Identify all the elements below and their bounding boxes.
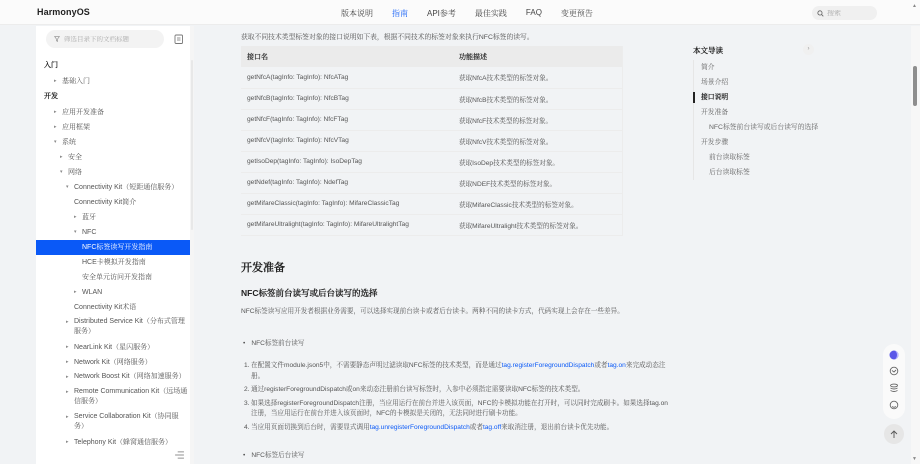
step-item: 1. 在配置文件module.json5中，不需要静态声明过滤读取NFC标签的技术类型，而是通过tag.registerForegroundDispatch或者tag.on来完成动态注册。: [244, 362, 666, 380]
sidebar-item-label: Connectivity Kit简介: [74, 199, 137, 206]
toc-item-dev-prep[interactable]: 开发准备: [701, 109, 729, 116]
scroll-down-arrow-icon[interactable]: ▼: [912, 456, 917, 462]
search-input[interactable]: [827, 10, 877, 17]
nav-best-practices[interactable]: 最佳实践: [474, 9, 507, 18]
search-box[interactable]: [812, 6, 877, 20]
sidebar-item-label: 系统: [62, 139, 76, 146]
link-tag-off[interactable]: tag.off: [482, 423, 502, 431]
sidebar-item[interactable]: [36, 210, 194, 225]
table-row: [241, 130, 623, 151]
sidebar-item-label: NFC: [82, 229, 97, 236]
page-scrollbar-thumb[interactable]: [913, 66, 917, 106]
toc-item-dev-steps[interactable]: 开发步骤: [701, 139, 729, 146]
arrow-up-icon: [890, 430, 898, 439]
sidebar-item-label: NFC标签读写开发指南: [82, 244, 153, 251]
link-register-foreground-dispatch[interactable]: tag.registerForegroundDispatch: [501, 362, 595, 369]
step-item: 2. 通过registerForegroundDispatch或on来动态注册前台读写标签时，入参中必须指定需要读取NFC标签的技术类型。: [244, 386, 585, 393]
main-content: [225, 26, 670, 464]
sidebar-item[interactable]: [36, 74, 194, 89]
sidebar: [36, 26, 194, 464]
sidebar-item[interactable]: [36, 165, 194, 180]
intro-text: 获取不同技术类型标签对象的接口说明如下表，根据不同技术的标签对象来执行NFC标签的读写。: [241, 34, 534, 41]
theme-icon[interactable]: [889, 350, 899, 360]
subsection-heading: NFC标签前台读写或后台读写的选择: [241, 288, 378, 298]
sidebar-item-label: WLAN: [82, 289, 103, 296]
chevron-down-icon[interactable]: ▾: [54, 139, 57, 145]
sidebar-item[interactable]: [36, 285, 194, 300]
sidebar-item-label: 开发: [44, 93, 58, 100]
sidebar-item[interactable]: [36, 135, 194, 150]
api-name-cell: getMifareClassic(tagInfo: TagInfo): MifareClassicTag: [241, 193, 453, 214]
sidebar-item[interactable]: [36, 270, 194, 285]
sidebar-item-label: Telephony Kit（蜂窝通信服务）: [74, 439, 173, 446]
sidebar-item-label: Service Collaboration Kit（协同服务）: [74, 413, 179, 430]
chevron-right-icon[interactable]: ▸: [66, 389, 69, 395]
chevron-right-icon[interactable]: ▸: [66, 359, 69, 365]
sidebar-item-label: 安全单元访问开发指南: [82, 274, 152, 281]
api-desc-cell: 获取MifareUltralight技术类型的标签对象。: [453, 214, 623, 235]
sidebar-item-label: Network Kit（网络服务）: [74, 359, 152, 366]
table-row: [241, 88, 623, 109]
document-collapse-icon[interactable]: [174, 34, 184, 44]
chevron-right-icon[interactable]: ▸: [66, 319, 69, 325]
link-tag-on[interactable]: tag.on: [607, 362, 626, 369]
sidebar-item[interactable]: [36, 435, 194, 450]
nav-api-reference[interactable]: API参考: [427, 9, 456, 18]
sidebar-item[interactable]: [36, 370, 194, 385]
toc-toggle-button[interactable]: ›: [803, 44, 814, 55]
sidebar-item-label: 网络: [68, 169, 82, 176]
api-desc-cell: 获取NfcB技术类型的标签对象。: [453, 88, 623, 109]
steps-list: [244, 361, 669, 436]
sidebar-item-label: 应用框架: [62, 124, 90, 131]
sidebar-item-label: HCE卡模拟开发指南: [82, 259, 146, 266]
filter-input[interactable]: [64, 36, 159, 43]
chevron-right-icon[interactable]: ▸: [74, 214, 77, 220]
api-desc-cell: 获取NfcV技术类型的标签对象。: [453, 130, 623, 151]
api-name-cell: getNfcB(tagInfo: TagInfo): NfcBTag: [241, 88, 453, 109]
api-name-cell: getIsoDep(tagInfo: TagInfo): IsoDepTag: [241, 151, 453, 172]
doc-tree: [36, 58, 194, 450]
bullet-background: • NFC标签后台读写: [243, 449, 304, 459]
chevron-down-icon[interactable]: ▾: [74, 229, 77, 235]
chevron-right-icon[interactable]: ▸: [54, 124, 57, 130]
sidebar-item-label: 基础入门: [62, 78, 90, 85]
toc-title: 本文导读: [693, 46, 723, 55]
main-nav: [341, 8, 612, 19]
sidebar-item[interactable]: [36, 120, 194, 135]
sidebar-item-label: 入门: [44, 62, 58, 69]
api-name-cell: getMifareUltralight(tagInfo: TagInfo): MifareUltralightTag: [241, 214, 453, 235]
chevron-right-icon[interactable]: ▸: [66, 344, 69, 350]
nav-faq[interactable]: FAQ: [525, 8, 542, 17]
sidebar-item-label: Connectivity Kit术语: [74, 304, 137, 311]
link-unregister-foreground-dispatch[interactable]: tag.unregisterForegroundDispatch: [369, 423, 470, 431]
table-row: [241, 214, 623, 235]
paragraph: NFC标签读写应用开发者根据业务需要，可以选择实现前台读卡或者后台读卡。两种不同的读卡方式，代码实现上会存在一些差异。: [241, 308, 624, 315]
chevron-right-icon[interactable]: ▸: [66, 414, 69, 420]
table-header-api-name: 接口名: [241, 46, 453, 67]
toc-item-fg-read[interactable]: 前台读取标签: [709, 154, 750, 161]
customer-service-icon[interactable]: [889, 400, 899, 410]
brand-logo[interactable]: HarmonyOS: [37, 7, 90, 17]
sidebar-item[interactable]: [36, 300, 194, 315]
sidebar-item[interactable]: [36, 385, 194, 410]
sidebar-item[interactable]: [36, 255, 194, 270]
sidebar-section-heading: [36, 89, 194, 105]
scroll-up-arrow-icon[interactable]: ▲: [912, 3, 917, 9]
filter-box[interactable]: [46, 30, 164, 48]
sidebar-item[interactable]: [36, 180, 194, 195]
table-row: [241, 172, 623, 193]
api-table: [241, 46, 623, 236]
sidebar-item-label: Distributed Service Kit（分布式管理服务）: [74, 318, 185, 335]
api-desc-cell: 获取NDEF技术类型的标签对象。: [453, 172, 623, 193]
nav-guides[interactable]: 指南: [392, 9, 408, 18]
sidebar-item[interactable]: [36, 340, 194, 355]
table-header-description: 功能描述: [453, 46, 623, 67]
api-name-cell: getNfcF(tagInfo: TagInfo): NfcFTag: [241, 109, 453, 130]
table-row: [241, 67, 623, 88]
chevron-right-icon[interactable]: ▸: [60, 154, 63, 160]
sidebar-item-label: NearLink Kit（星闪服务）: [74, 344, 155, 351]
chevron-right-icon[interactable]: ▸: [54, 78, 57, 84]
sidebar-item[interactable]: [36, 240, 194, 255]
bullet-foreground: • NFC标签前台读写: [243, 337, 304, 347]
layers-icon[interactable]: [889, 383, 899, 393]
sidebar-section-heading: [36, 58, 194, 74]
chevron-right-icon[interactable]: ▸: [74, 289, 77, 295]
search-icon: [817, 10, 824, 17]
api-desc-cell: 获取NfcF技术类型的标签对象。: [453, 109, 623, 130]
chevron-right-icon[interactable]: ▸: [66, 374, 69, 380]
toc-item-fg-bg-choice[interactable]: NFC标签前台读写或后台读写的选择: [709, 124, 819, 131]
sidebar-item-label: 安全: [68, 154, 82, 161]
chevron-right-icon[interactable]: ▸: [54, 109, 57, 115]
sidebar-scrollbar-thumb[interactable]: [191, 60, 193, 230]
filter-icon: [54, 36, 60, 42]
section-heading-dev-prep: 开发准备: [241, 262, 285, 274]
floating-toolbar: [883, 344, 905, 419]
toc-item-api[interactable]: 接口说明: [694, 90, 823, 105]
chevron-down-icon[interactable]: ▾: [66, 184, 69, 190]
step-item: 4. 当应用页面切换到后台时，需要显式调用tag.unregisterForegroundDispatch或者tag.off来取消注册，退出前台读卡优先功能。: [244, 423, 614, 431]
sidebar-item[interactable]: [36, 195, 194, 210]
api-desc-cell: 获取IsoDep技术类型的标签对象。: [453, 151, 623, 172]
sidebar-item[interactable]: [36, 315, 194, 340]
feedback-icon[interactable]: [889, 366, 899, 376]
nav-change-notice[interactable]: 变更预告: [560, 9, 593, 18]
back-to-top-button[interactable]: [884, 424, 904, 444]
toc-list: [693, 60, 823, 180]
sidebar-item[interactable]: [36, 225, 194, 240]
api-desc-cell: 获取MifareClassic技术类型的标签对象。: [453, 193, 623, 214]
chevron-right-icon[interactable]: ▸: [66, 439, 69, 445]
sidebar-item[interactable]: [36, 410, 194, 435]
api-name-cell: getNfcA(tagInfo: TagInfo): NfcATag: [241, 67, 453, 88]
nav-release-notes[interactable]: 版本说明: [341, 9, 373, 18]
sidebar-item[interactable]: [36, 355, 194, 370]
toc-item-intro[interactable]: 简介: [701, 64, 715, 71]
sidebar-item-label: Connectivity Kit（短距通信服务）: [74, 184, 179, 191]
sidebar-item[interactable]: [36, 105, 194, 120]
table-row: [241, 109, 623, 130]
sidebar-item-label: Remote Communication Kit（远场通信服务）: [74, 388, 188, 405]
sidebar-fade: [36, 450, 194, 464]
sidebar-item-label: 蓝牙: [82, 214, 96, 221]
table-row: [241, 151, 623, 172]
toc-item-scenarios[interactable]: 场景介绍: [701, 79, 729, 86]
sidebar-item[interactable]: [36, 150, 194, 165]
toc-item-bg-read[interactable]: 后台读取标签: [709, 169, 750, 176]
menu-collapse-icon[interactable]: [175, 451, 184, 459]
api-name-cell: getNfcV(tagInfo: TagInfo): NfcVTag: [241, 130, 453, 151]
step-item: 3. 如果选择registerForegroundDispatch注册，当应用运行在前台并进入该页面，NFC的卡模拟功能在打开时，可以同时完成刷卡。如果选择tag.on注册，当应用运行在前台并进入该页面时，NFC的卡模拟是关闭的，无法同时进行刷卡功能。: [244, 399, 668, 417]
table-row: [241, 193, 623, 214]
top-nav-bar: [0, 0, 920, 25]
api-desc-cell: 获取NfcA技术类型的标签对象。: [453, 67, 623, 88]
api-name-cell: getNdef(tagInfo: TagInfo): NdefTag: [241, 172, 453, 193]
chevron-down-icon[interactable]: ▾: [60, 169, 63, 175]
sidebar-item-label: 应用开发准备: [62, 109, 104, 116]
sidebar-item-label: Network Boost Kit（网络加速服务）: [74, 373, 186, 380]
